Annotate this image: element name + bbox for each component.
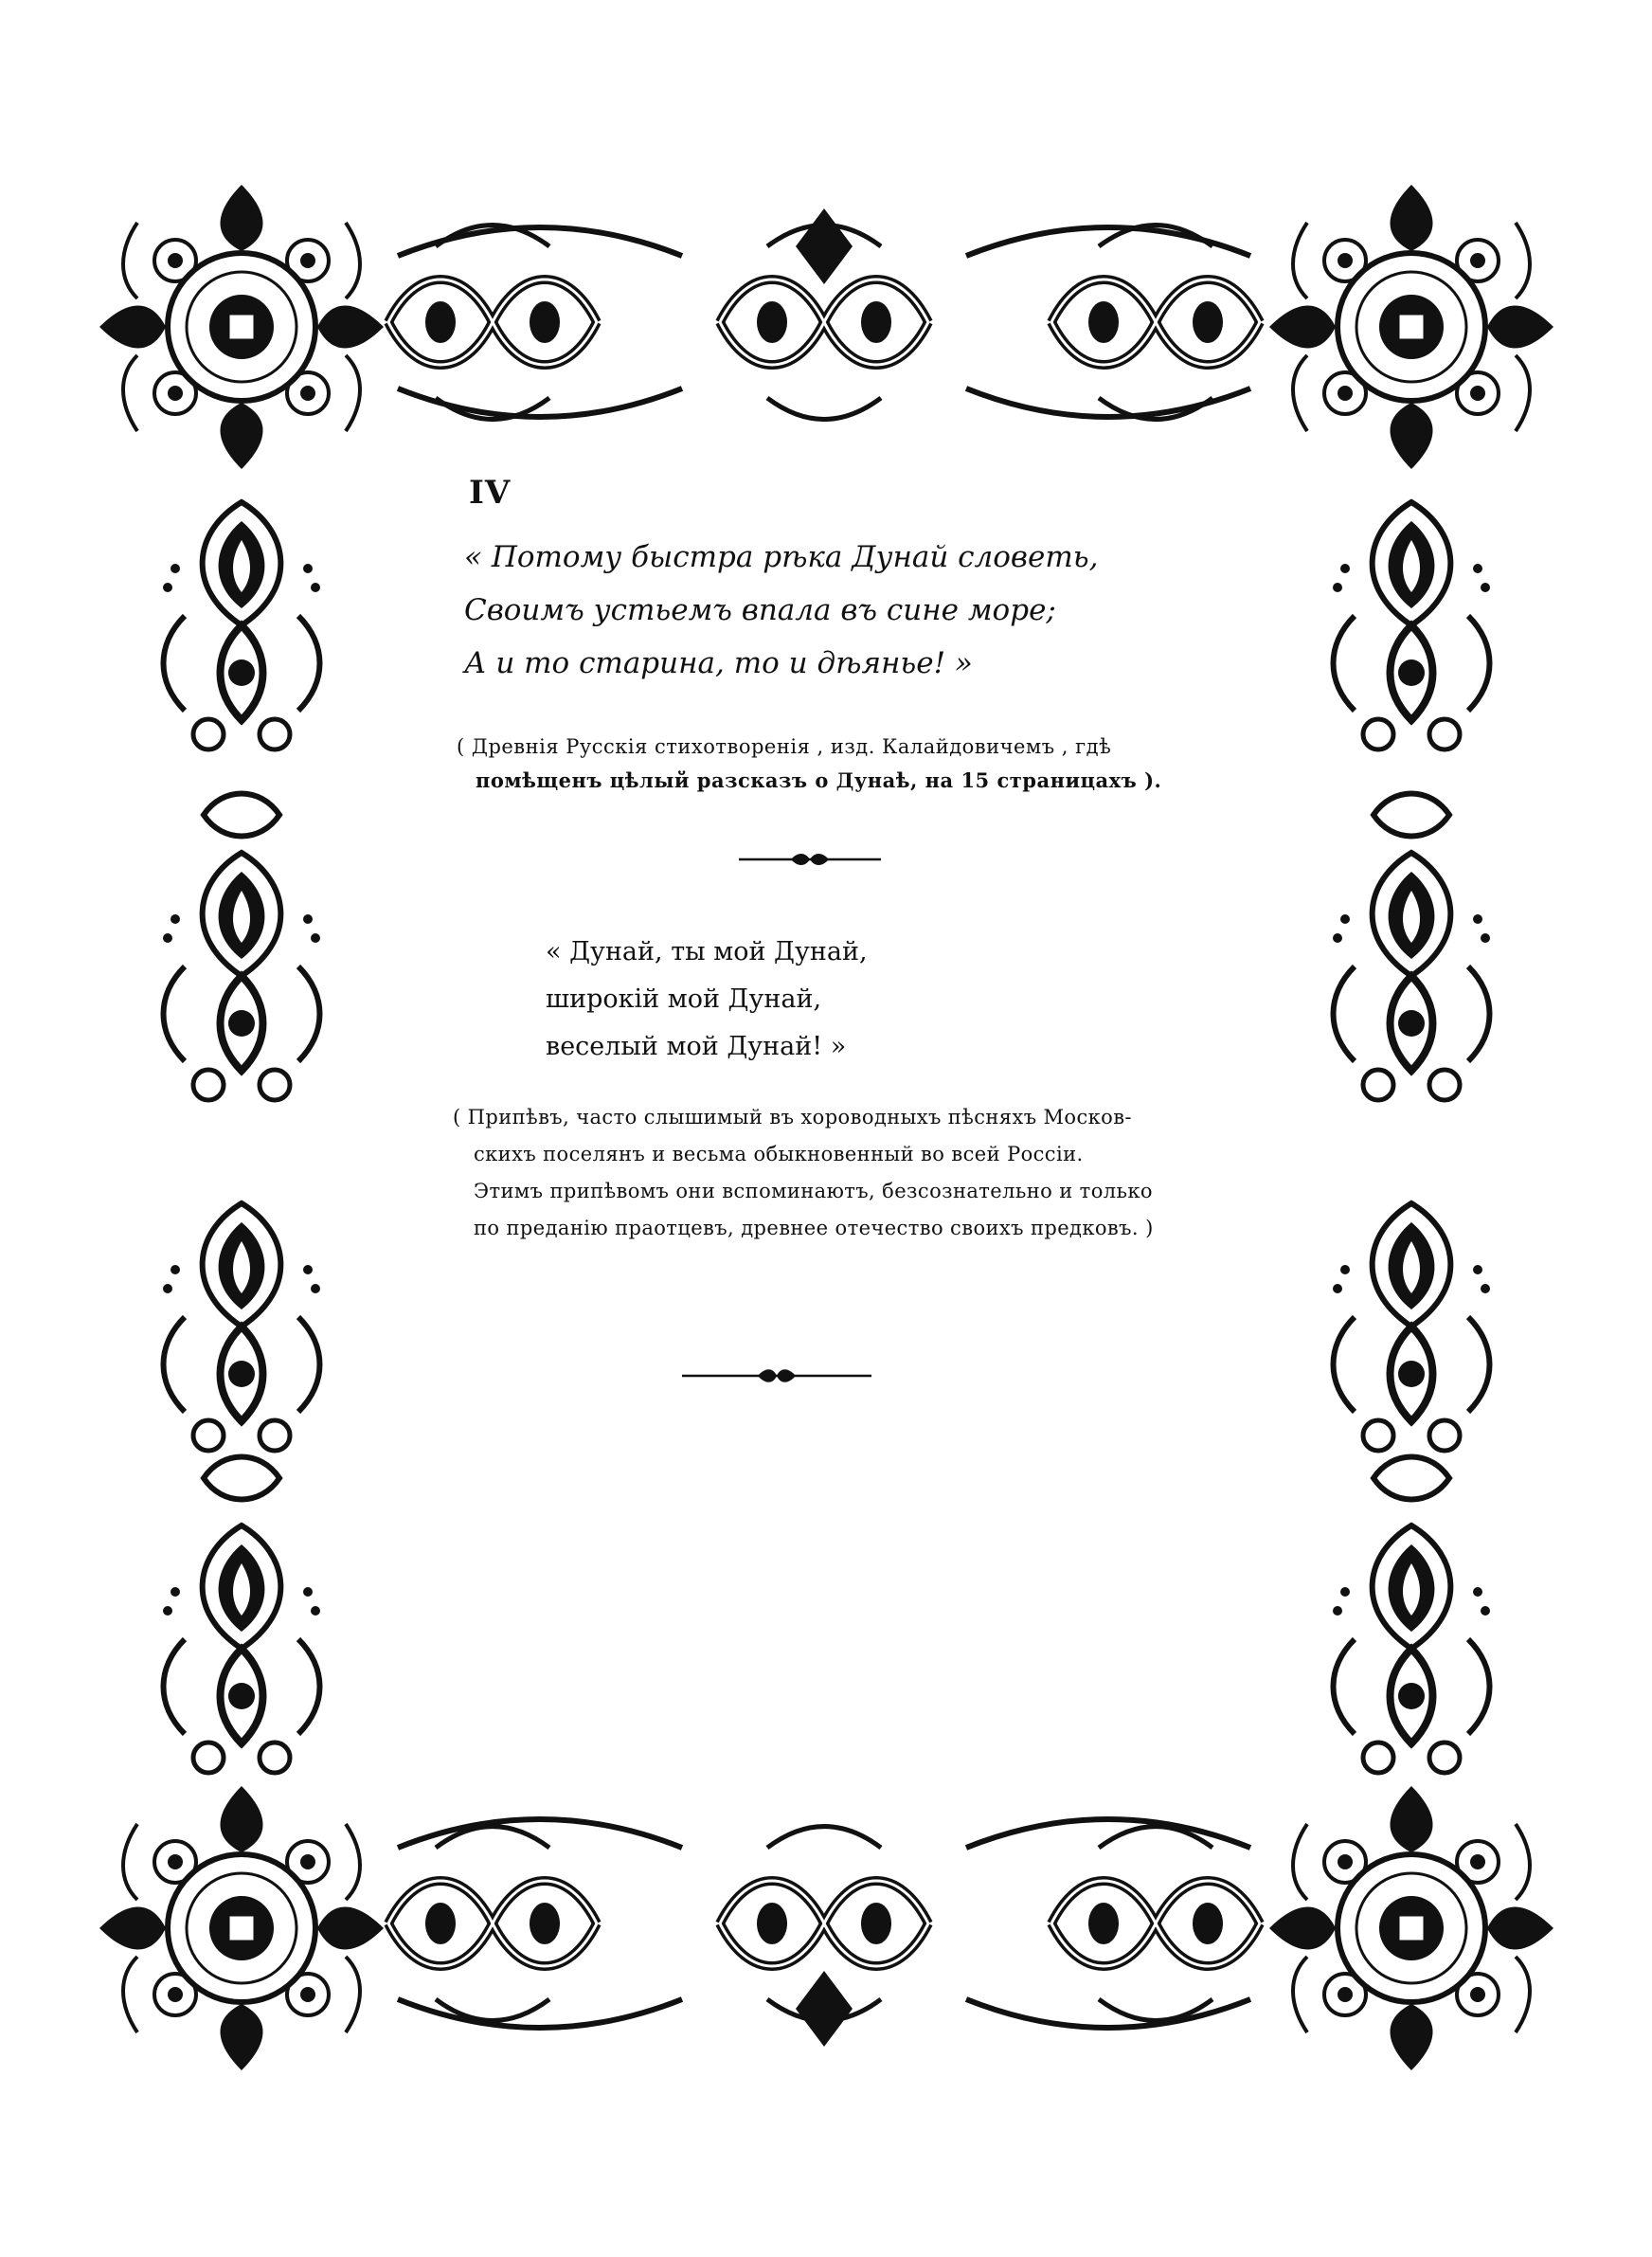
source-note-2-line: Этимъ припѣвомъ они вспоминаютъ, безсознательно и только [474,1180,1153,1202]
epigraph-1-line: А и то старина, то и дѣянье! » [464,646,973,680]
source-note-2-line: по преданію праотцевъ, древнее отечество своихъ предковъ. ) [474,1217,1154,1239]
epigraph-2-line: широкій мой Дунай, [546,984,822,1014]
source-note-1-line: помѣщенъ цѣлый разсказъ о Дунаѣ, на 15 страницахъ ). [476,768,1162,792]
epigraph-2-line: « Дунай, ты мой Дунай, [546,937,868,966]
epigraph-2 [546,929,1114,1071]
epigraph-1-line: Своимъ устьемъ впала въ сине море; [464,593,1056,627]
source-note-2 [453,1099,1230,1247]
epigraph-1-line: « Потому быстра рѣка Дунай словеть, [464,540,1099,574]
source-note-1-line: ( Древнія Русскія стихотворенія , изд. Калайдовичемъ , гдѣ [457,735,1112,758]
chapter-number: IV [469,474,512,512]
source-note-1 [457,730,1214,798]
epigraph-2-line: веселый мой Дунай! » [546,1032,847,1061]
source-note-2-line: скихъ поселянъ и весьма обыкновенный во всей Россіи. [474,1143,1084,1165]
divider-rule [682,1364,871,1387]
divider-rule [739,848,881,871]
epigraph-1 [464,531,1222,690]
source-note-2-line: ( Припѣвъ, часто слышимый въ хороводныхъ пѣсняхъ Москов- [453,1106,1132,1128]
